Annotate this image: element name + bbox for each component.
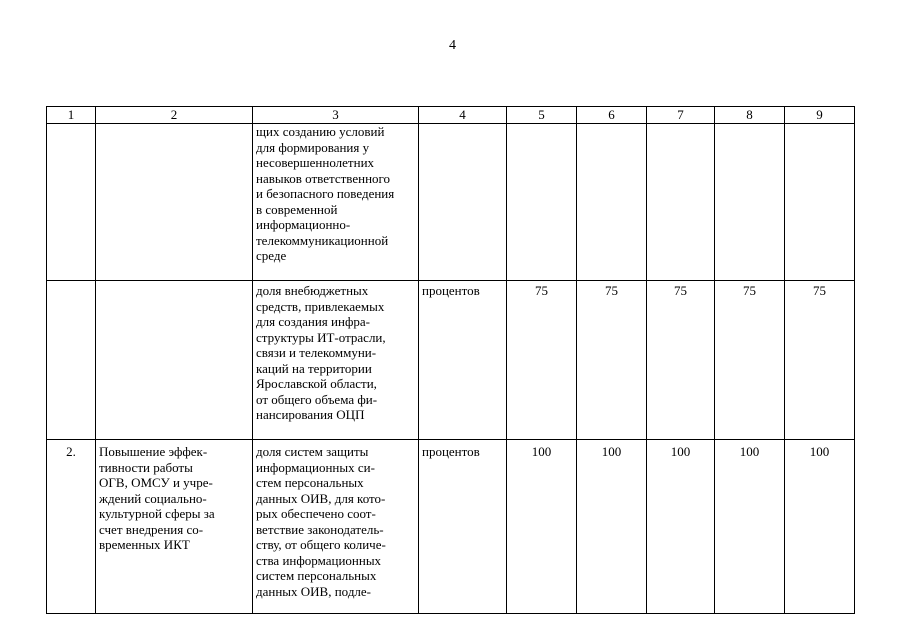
- unit-cell: процентов: [419, 440, 507, 614]
- column-header: 8: [715, 107, 785, 124]
- value-cell: [647, 124, 715, 281]
- table-row: [47, 124, 855, 281]
- unit-cell: [419, 124, 507, 281]
- goal-cell: Повышение эффек- тивности работы ОГВ, ОМСУ и учре- ждений социально- культурной сферы за счет внедрения со- временных ИКТ: [96, 440, 253, 614]
- goal-cell: [96, 281, 253, 440]
- indicator-cell: доля внебюджетных средств, привлекаемых для создания инфра- структуры ИТ-отрасли, связи и телекоммуни- каций на территории Ярославской области, от общего объема фи- нансирования ОЦП: [253, 281, 419, 440]
- indicator-cell: щих созданию условий для формирования у несовершеннолетних навыков ответственного и безопасного поведения в современной информационно- телекоммуникационной среде: [253, 124, 419, 281]
- column-header: 5: [507, 107, 577, 124]
- value-cell: [715, 124, 785, 281]
- table-header-row: [47, 107, 855, 124]
- column-header: 7: [647, 107, 715, 124]
- indicators-table: [46, 106, 855, 614]
- column-header: 3: [253, 107, 419, 124]
- column-header: 6: [577, 107, 647, 124]
- indicator-cell: доля систем защиты информационных си- стем персональных данных ОИВ, для кото- рых обеспечено соот- ветствие законодатель- ству, от общего количе- ства информационных систем персональных данных ОИВ, подле-: [253, 440, 419, 614]
- value-cell: 100: [577, 440, 647, 614]
- value-cell: 75: [647, 281, 715, 440]
- row-number-cell: 2.: [47, 440, 96, 614]
- value-cell: 100: [785, 440, 855, 614]
- value-cell: 100: [507, 440, 577, 614]
- column-header: 4: [419, 107, 507, 124]
- value-cell: 75: [715, 281, 785, 440]
- column-header: 2: [96, 107, 253, 124]
- value-cell: 75: [577, 281, 647, 440]
- goal-cell: [96, 124, 253, 281]
- row-number-cell: [47, 124, 96, 281]
- table-row: [47, 281, 855, 440]
- page-number: 4: [449, 38, 456, 53]
- table-row: [47, 440, 855, 614]
- value-cell: 75: [507, 281, 577, 440]
- value-cell: 75: [785, 281, 855, 440]
- column-header: 9: [785, 107, 855, 124]
- value-cell: 100: [647, 440, 715, 614]
- value-cell: [577, 124, 647, 281]
- column-header: 1: [47, 107, 96, 124]
- unit-cell: процентов: [419, 281, 507, 440]
- value-cell: 100: [715, 440, 785, 614]
- row-number-cell: [47, 281, 96, 440]
- value-cell: [507, 124, 577, 281]
- value-cell: [785, 124, 855, 281]
